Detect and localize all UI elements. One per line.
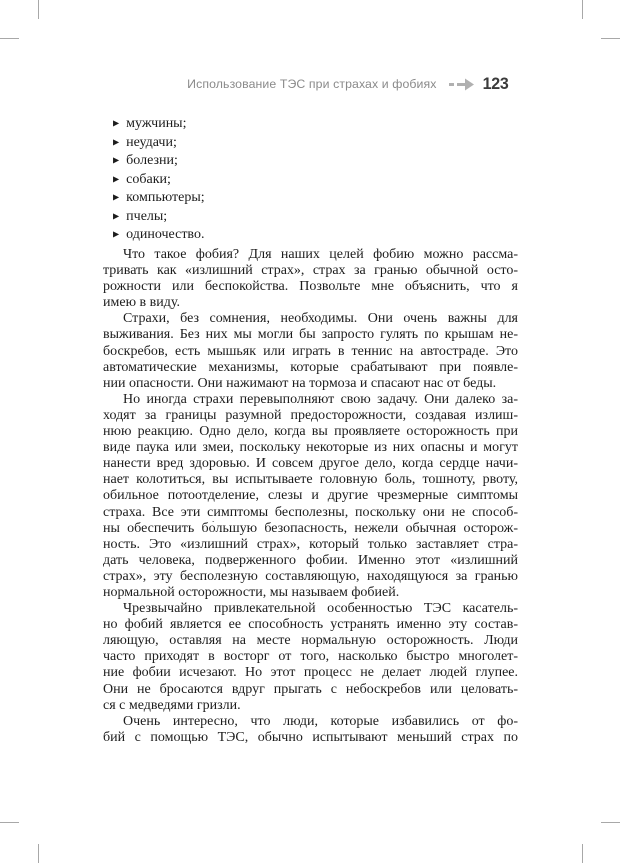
text-line: тривать как «излишний страх», страх за гранью обычной осто- (103, 263, 518, 279)
running-header (187, 74, 508, 94)
text-line: ны обеспечить бо́льшую безопасность, нежели обычная осторож- (103, 520, 518, 536)
crop-mark-bottom-right-horizontal (601, 822, 620, 823)
paragraph (103, 311, 518, 391)
text-line: ходят за границы разумной предосторожности, создавая излиш- (103, 407, 518, 423)
running-header-title: Использование ТЭС при страхах и фобиях (187, 77, 437, 91)
crop-mark-top-left-horizontal (0, 38, 19, 39)
crop-mark-top-right-vertical (582, 0, 583, 19)
list-item (103, 115, 518, 134)
text-line: дать человека, подверженного фобии. Именно этот «излишний (103, 552, 518, 568)
text-line: ность. Это «излишний страх», который только заставляет стра- (103, 536, 518, 552)
crop-mark-top-right-horizontal (601, 38, 620, 39)
paragraph (103, 714, 518, 746)
bullet-list (103, 115, 518, 245)
crop-mark-top-left-vertical (38, 0, 39, 19)
page-number: 123 (482, 74, 508, 93)
triangle-bullet-icon: ▶ (113, 118, 120, 128)
text-line: страха. Все эти симптомы бесполезны, поскольку они не способ- (103, 504, 518, 520)
list-item-label: болезни; (126, 153, 178, 168)
text-line: нает колотиться, вы испытываете головную боль, тошноту, рвоту, (103, 472, 518, 488)
right-arrow-icon (449, 78, 474, 91)
list-item (103, 189, 518, 208)
text-line: выживания. Без них мы могли бы запросто гулять по крышам не- (103, 327, 518, 343)
list-item-label: неудачи; (126, 134, 177, 150)
text-line: Очень интересно, что люди, которые избавились от фо- (123, 713, 518, 729)
paragraph (103, 247, 518, 311)
list-item-label: пчелы; (126, 208, 168, 224)
text-line: Но иногда страхи перевыполняют свою задачу. Они далеко за- (123, 391, 518, 407)
text-line: имею в виду. (103, 295, 180, 311)
text-line: часто приходят в восторг от того, насколько быстро многолет- (103, 649, 518, 665)
text-line: Страхи, без сомнения, необходимы. Они очень важны для (123, 311, 518, 327)
list-item (103, 134, 518, 153)
text-line: обильное потоотделение, слезы и другие чрезмерные симптомы (103, 488, 518, 504)
list-item (103, 208, 518, 227)
text-line: ся с медведями гризли. (103, 697, 241, 713)
triangle-bullet-icon: ▶ (113, 192, 120, 202)
list-item (103, 226, 518, 245)
text-line: боскребов, есть мышьяк или играть в теннис на автостраде. Это (103, 343, 518, 359)
list-item (103, 171, 518, 190)
text-line: нанести вред здоровью. И совсем другое дело, когда сердце начи- (103, 456, 518, 472)
text-line: страх», эту бесполезную составляющую, находящуюся за гранью (103, 568, 518, 584)
text-line: ляющую, оставляя на месте нормальную осторожность. Люди (103, 633, 518, 649)
triangle-bullet-icon: ▶ (113, 174, 120, 183)
crop-mark-bottom-right-vertical (582, 844, 583, 863)
list-item-label: одиночество. (126, 227, 205, 242)
text-line: Чрезвычайно привлекательной особенностью ТЭС касатель- (123, 601, 518, 617)
text-line: но фобий является ее способность устранять именно эту состав- (103, 617, 518, 633)
text-line: Что такое фобия? Для наших целей фобию можно рассма- (123, 247, 518, 262)
text-line: автоматические механизмы, которые срабатывают при появле- (103, 359, 518, 375)
triangle-bullet-icon: ▶ (113, 137, 120, 146)
crop-mark-bottom-left-horizontal (0, 822, 19, 823)
list-item-label: мужчины; (126, 116, 187, 131)
paragraphs (103, 247, 518, 746)
text-line: нюю реакцию. Одно дело, когда вы проявляете осторожность при (103, 424, 518, 440)
triangle-bullet-icon: ▶ (113, 229, 120, 239)
triangle-bullet-icon: ▶ (113, 211, 120, 220)
triangle-bullet-icon: ▶ (113, 155, 120, 165)
text-line: нормальной осторожности, мы называем фобией. (103, 584, 400, 600)
list-item-label: компьютеры; (126, 190, 205, 205)
paragraph (103, 601, 518, 714)
text-line: ние фобии исчезают. Но этот процесс не делает людей глупее. (103, 665, 518, 681)
paragraph (103, 392, 518, 601)
text-line: Они не бросаются вдруг прыгать с небоскребов или целовать- (103, 681, 518, 697)
text-line: виде паука или змеи, поскольку некоторые из них опасны и могут (103, 440, 518, 456)
text-line: бий с помощью ТЭС, обычно испытывают меньший страх по (103, 729, 518, 745)
list-item (103, 152, 518, 171)
crop-mark-bottom-left-vertical (38, 844, 39, 863)
text-line: рожности или беспокойства. Позвольте мне объяснить, что я (103, 279, 518, 295)
text-line: нии опасности. Они нажимают на тормоза и спасают нас от беды. (103, 375, 497, 391)
list-item-label: собаки; (126, 171, 171, 187)
